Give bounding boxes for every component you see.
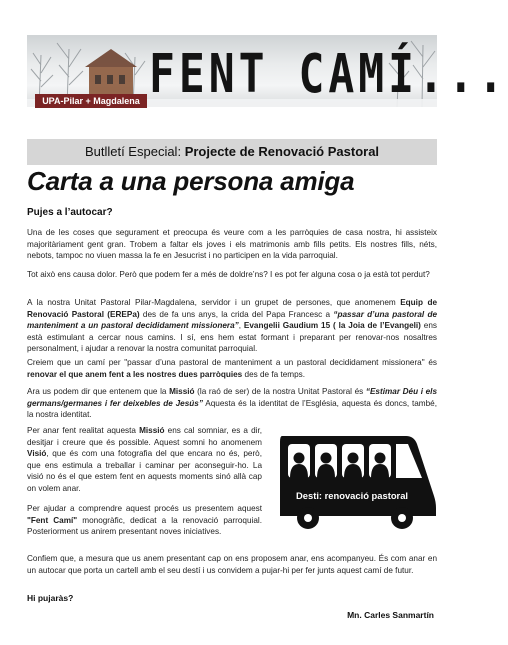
bus-destination-label: Desti: renovació pastoral bbox=[296, 490, 409, 501]
bus-silhouette bbox=[276, 436, 438, 530]
signature: Mn. Carles Sanmartín bbox=[347, 610, 434, 620]
paragraph-7: Per ajudar a comprendre aquest procés us presentem aquest "Fent Camí" monogràfic, dedicat a la renovació parroquial. Posteriorment us anirem presentant noves iniciatives. bbox=[27, 504, 262, 537]
paragraph-3: A la nostra Unitat Pastoral Pilar-Magdalena, servidor i un grupet de persones, que anomenem Equip de Renovació Pastoral (EREPa) des de fa uns anys, la crida del Papa Francesc a “passar d’una pastoral de manteniment a un pastoral decididament missionera”, Evangelii Gaudium 15 ( la Joia de l’Evangeli) ens està estimulant a cercar nous camins. I sí, ens hem estat formant i preparant per renovar-nos nosaltres personalment, i ajudar a renovar la nostra comunitat parroquial. bbox=[27, 298, 437, 354]
bulletin-bar bbox=[27, 139, 437, 165]
newsletter-title: FENT CAMÍ... bbox=[149, 43, 508, 106]
bus-icon bbox=[276, 436, 438, 530]
paragraph-5: Ara us podem dir que entenem que la Missió (la raó de ser) de la nostra Unitat Pastoral és “Estimar Déu i els germans/germanes i fer deixebles de Jesús” Aquesta és la identitat de l’Església, aquesta és doncs, també, la nostra identitat. bbox=[27, 387, 438, 420]
bulletin-title: Projecte de Renovació Pastoral bbox=[184, 144, 380, 159]
page-title: Carta a una persona amiga bbox=[27, 166, 355, 196]
closing-question: Hi pujaràs? bbox=[27, 593, 74, 603]
section-heading: Pujes a l’autocar? bbox=[27, 207, 113, 218]
header-banner bbox=[27, 35, 508, 107]
parish-badge: UPA-Pilar + Magdalena bbox=[35, 94, 147, 108]
bulletin-prefix: Butlletí Especial: bbox=[84, 144, 182, 159]
paragraph-4: Creiem que un camí per "passar d’una pastoral de manteniment a un pastoral decididament missionera" és renovar el que anem fent a les nostres dues parròquies des de fa temps. bbox=[27, 358, 437, 379]
paragraph-6: Per anar fent realitat aquesta Missió ens cal somniar, es a dir, desitjar i creure que és possible. Aquest somni ho anomenem Visió, que és com una fotografia del que encara no és, però, que ens estimula a treballar i caminar per aconseguir-ho. La visió no és el que estem fent en aquests moments sinó allà cap on volem anar. bbox=[27, 426, 262, 493]
paragraph-2: Tot això ens causa dolor. Però que podem fer a més de doldre’ns? I es pot fer alguna cosa o ja està tot perdut? bbox=[27, 270, 430, 279]
paragraph-8: Confiem que, a mesura que us anem presentant cap on ens proposem anar, ens acompanyeu. És com anar en un autocar que porta un cartell amb el seu destí i us convidem a pujar-hi per fer junts aquest camí de futur. bbox=[27, 554, 437, 575]
church-building bbox=[85, 49, 137, 99]
paragraph-1: Una de les coses que segurament et preocupa és veure com a les parròquies de casa nostra, hi assisteix majoritàriament gent gran. Trobem a faltar els joves i els matrimonis amb fills petits. Els nostres fills, néts, nebots, tampoc no viuen massa la fe en Jesucrist i no participen en la vida parroquial. bbox=[27, 228, 437, 261]
